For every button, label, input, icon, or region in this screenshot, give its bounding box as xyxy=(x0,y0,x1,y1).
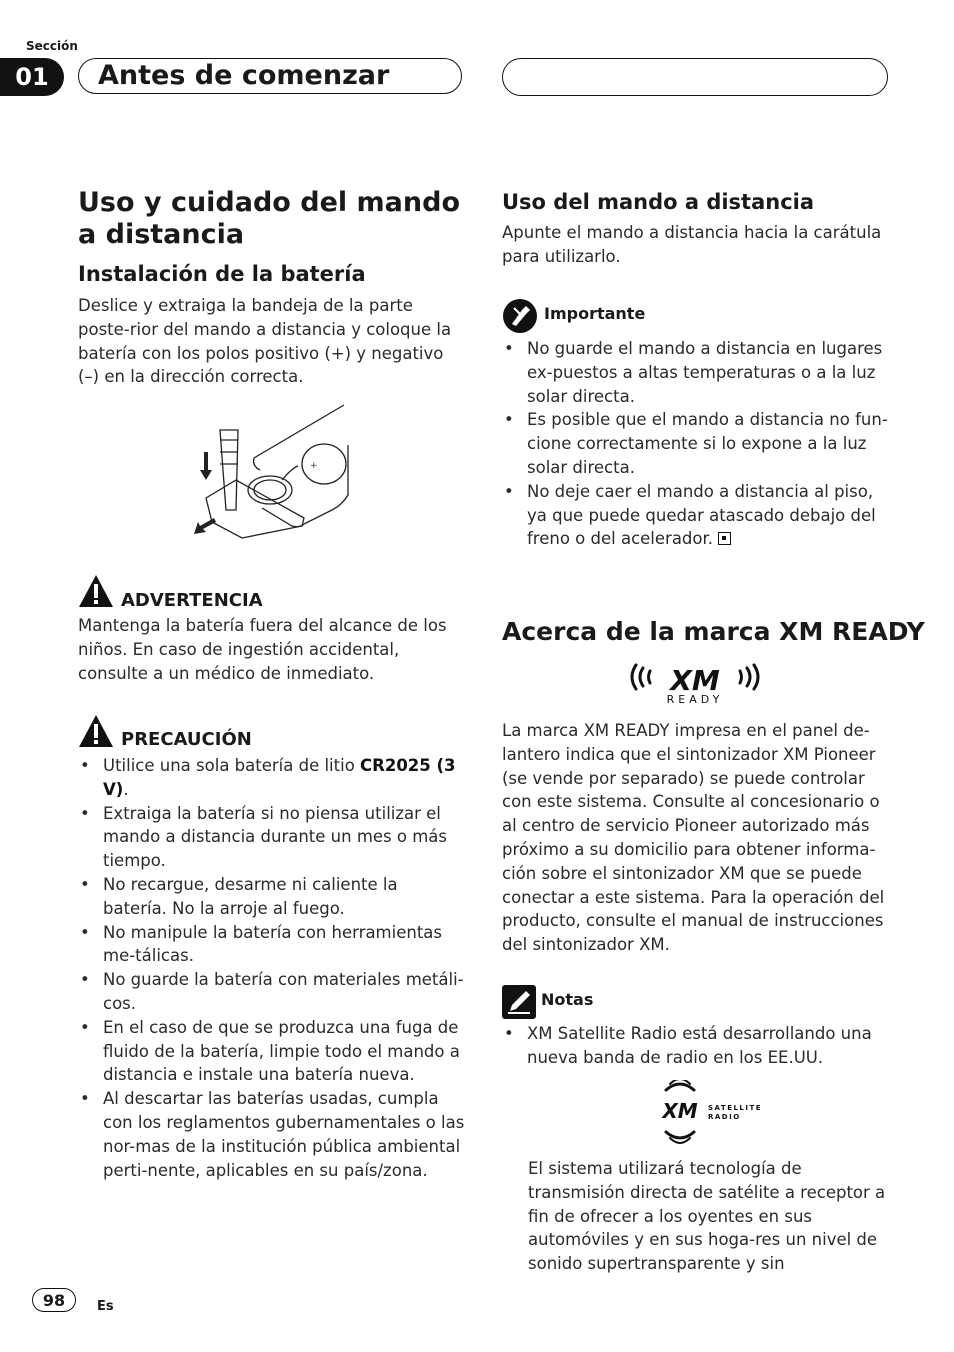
remote-usage-text: Apunte el mando a distancia hacia la carátula para utilizarlo. xyxy=(502,223,882,266)
section-label: Sección xyxy=(26,39,78,53)
list-item: • XM Satellite Radio está desarrollando una nueva banda de radio en los EE.UU. xyxy=(502,1022,882,1070)
end-mark-icon xyxy=(718,532,731,545)
page-title: Uso y cuidado del mando a distancia xyxy=(78,187,460,250)
xm-logo-subtitle: READY xyxy=(666,693,724,706)
radio-label: RADIO xyxy=(708,1113,741,1121)
important-title: Importante xyxy=(544,304,646,323)
list-item: • No deje caer el mando a distancia al piso, ya que puede quedar atascado debajo del freno o del acelerador. xyxy=(502,480,892,551)
notes-continuation: El sistema utilizará tecnología de transmisión directa de satélite a receptor a fin de ofrecer a los oyentes en sus automóviles y en sus hoga-res un nivel de sonido supertransparente y sin xyxy=(528,1159,886,1274)
caution-title: PRECAUCIÓN xyxy=(121,729,252,750)
list-item: • Es posible que el mando a distancia no fun-cione correctamente si lo expone a la luz solar directa. xyxy=(502,408,892,479)
list-item: • No manipule la batería con herramientas me-tálicas. xyxy=(78,921,466,969)
battery-intro: Deslice y extraiga la bandeja de la parte poste-rior del mando a distancia y coloque la batería con los polos positivo (+) y negativo (–) en la dirección correcta. xyxy=(78,296,452,387)
warning-text: Mantenga la batería fuera del alcance de los niños. En caso de ingestión accidental, consulte a un médico de inmediato. xyxy=(78,616,447,683)
list-item: • No guarde el mando a distancia en lugares ex-puestos a altas temperaturas o a la luz solar directa. xyxy=(502,337,892,408)
notes-list xyxy=(502,1022,882,1070)
remote-usage-title: Uso del mando a distancia xyxy=(502,190,815,214)
list-item: • Utilice una sola batería de litio CR2025 (3 V). xyxy=(78,754,466,802)
list-item: • Extraiga la batería si no piensa utilizar el mando a distancia durante un mes o más tiempo. xyxy=(78,802,466,873)
warning-icon xyxy=(78,574,114,608)
list-item: • No guarde la batería con materiales metáli-cos. xyxy=(78,968,466,1016)
warning-title: ADVERTENCIA xyxy=(121,590,263,611)
caution-list xyxy=(78,754,466,1182)
page-number: 98 xyxy=(32,1288,76,1312)
important-list xyxy=(502,337,892,551)
notes-title: Notas xyxy=(541,990,594,1009)
svg-text:XM: XM xyxy=(670,664,720,697)
battery-subtitle: Instalación de la batería xyxy=(78,262,366,286)
header-empty-frame xyxy=(502,58,888,96)
important-icon xyxy=(502,298,538,334)
list-item: • Al descartar las baterías usadas, cumpla con los reglamentos gubernamentales o las nor-mas de la institución pública ambiental perti-nente, aplicables en su país/zona. xyxy=(78,1087,466,1182)
language-code: Es xyxy=(97,1299,114,1314)
battery-install-illustration xyxy=(192,400,352,542)
caution-icon xyxy=(78,714,114,748)
svg-text:XM: XM xyxy=(662,1099,698,1123)
xm-ready-text: La marca XM READY impresa en el panel de-lantero indica que el sintonizador XM Pioneer (se vende por separado) se puede controlar con este sistema. Consulte al concesionario o al centro de servicio Pioneer autorizado más próximo a su domicilio para obtener informa-ción sobre el sintonizador XM que se puede conectar a este sistema. Para la operación del producto, consulte el manual de instrucciones del sintonizador XM. xyxy=(502,721,885,955)
svg-text:+: + xyxy=(310,461,318,471)
xm-ready-logo xyxy=(622,657,768,707)
xm-ready-title: Acerca de la marca XM READY xyxy=(502,617,925,646)
notes-icon xyxy=(502,985,536,1019)
list-item: • No recargue, desarme ni caliente la batería. No la arroje al fuego. xyxy=(78,873,466,921)
section-number-badge: 01 xyxy=(0,58,64,96)
xm-satellite-radio-logo xyxy=(658,1080,768,1144)
satellite-label: SATELLITE xyxy=(708,1104,763,1112)
list-item: • En el caso de que se produzca una fuga de fluido de la batería, limpie todo el mando a distancia e instale una batería nueva. xyxy=(78,1016,466,1087)
section-title: Antes de comenzar xyxy=(98,60,390,91)
